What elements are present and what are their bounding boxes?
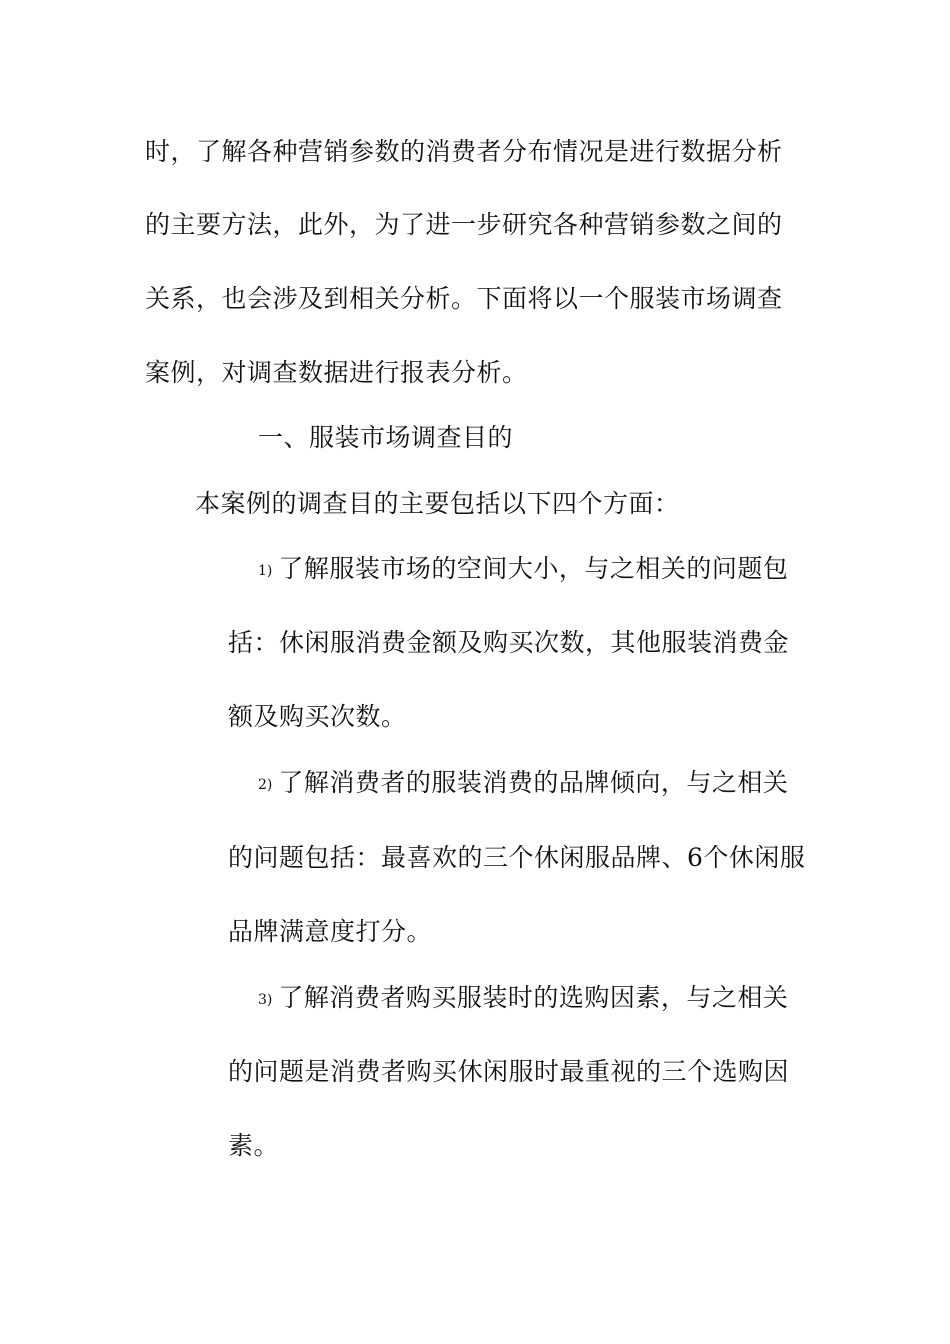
objective-text: 了解服装市场的空间大小，与之相关的问题包: [278, 554, 789, 583]
objective-3-line-3: 素。: [228, 1131, 280, 1160]
objective-2-line-1: [258, 768, 788, 800]
paragraph-line: 案例，对调查数据进行报表分析。: [145, 358, 528, 387]
objective-number: 3): [258, 992, 273, 1008]
objective-3-line-2: 的问题是消费者购买休闲服时最重视的三个选购因: [228, 1057, 790, 1086]
objective-1-line-1: [258, 554, 788, 586]
paragraph-line: 时，了解各种营销参数的消费者分布情况是进行数据分析: [145, 137, 783, 166]
objective-number: 2): [258, 777, 273, 793]
objective-2-line-2: 的问题包括：最喜欢的三个休闲服品牌、6个休闲服: [228, 843, 806, 872]
paragraph-line: 的主要方法，此外，为了进一步研究各种营销参数之间的: [145, 210, 783, 239]
objective-number: 1): [258, 563, 273, 579]
objective-1-line-2: 括：休闲服消费金额及购买次数，其他服装消费金: [228, 628, 790, 657]
section-heading: 一、服装市场调查目的: [258, 423, 514, 452]
objective-text: 了解消费者的服装消费的品牌倾向，与之相关: [278, 768, 789, 797]
paragraph-line: 关系，也会涉及到相关分析。下面将以一个服装市场调查: [145, 284, 783, 313]
objective-3-line-1: [258, 983, 788, 1015]
objective-1-line-3: 额及购买次数。: [228, 702, 407, 731]
objective-text: 了解消费者购买服装时的选购因素，与之相关: [278, 983, 789, 1012]
objectives-intro: 本案例的调查目的主要包括以下四个方面：: [195, 489, 680, 518]
objective-2-line-3: 品牌满意度打分。: [228, 917, 433, 946]
